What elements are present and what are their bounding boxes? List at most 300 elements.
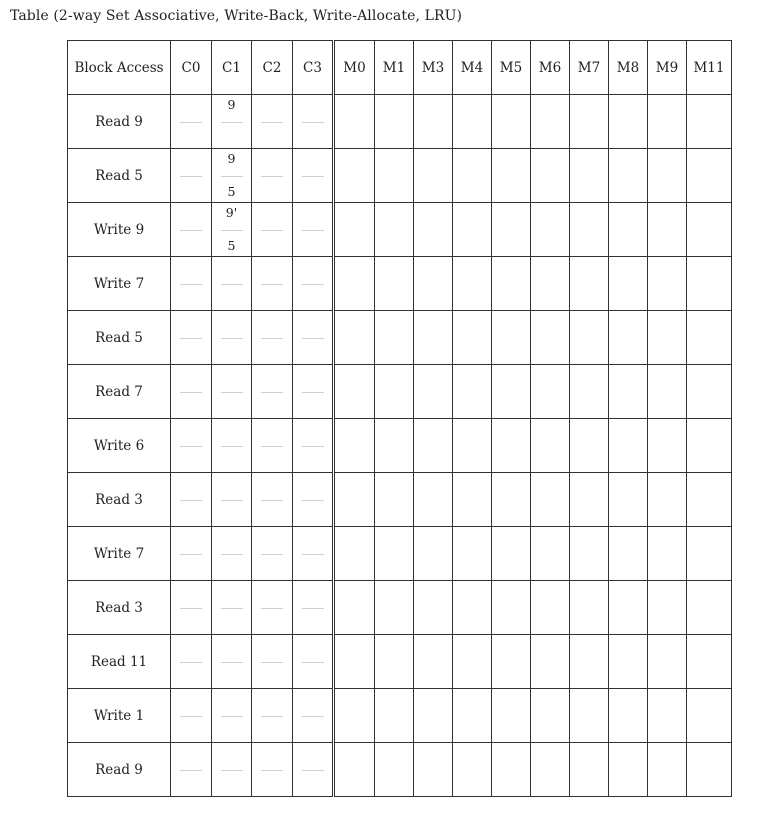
way-divider bbox=[180, 608, 202, 609]
memory-cell bbox=[375, 527, 414, 581]
cache-cell bbox=[252, 635, 293, 689]
cache-cell bbox=[171, 473, 212, 527]
cache-cell bbox=[171, 95, 212, 149]
memory-cell bbox=[334, 203, 375, 257]
cache-cell-ways bbox=[212, 743, 251, 796]
memory-cell bbox=[414, 149, 453, 203]
memory-cell bbox=[334, 257, 375, 311]
memory-cell bbox=[531, 473, 570, 527]
cache-cell-ways bbox=[252, 149, 292, 202]
cache-cell bbox=[252, 527, 293, 581]
table-row bbox=[68, 419, 732, 473]
way-divider bbox=[180, 176, 202, 177]
access-label: Read 3 bbox=[68, 473, 171, 527]
cache-cell bbox=[171, 527, 212, 581]
access-label: Write 7 bbox=[68, 527, 171, 581]
memory-cell bbox=[414, 365, 453, 419]
memory-cell bbox=[570, 581, 609, 635]
memory-cell bbox=[334, 365, 375, 419]
cache-cell bbox=[212, 581, 252, 635]
header-memory-col: M6 bbox=[531, 41, 570, 95]
memory-cell bbox=[648, 203, 687, 257]
way-divider bbox=[302, 176, 324, 177]
memory-cell bbox=[453, 419, 492, 473]
cache-cell bbox=[293, 149, 334, 203]
way-divider bbox=[180, 338, 202, 339]
memory-cell bbox=[687, 743, 732, 797]
header-cache-col: C2 bbox=[252, 41, 293, 95]
cache-cell bbox=[293, 635, 334, 689]
way-divider bbox=[261, 716, 283, 717]
way-divider bbox=[221, 338, 243, 339]
cache-cell-ways bbox=[293, 95, 332, 148]
header-cache-col: C1 bbox=[212, 41, 252, 95]
memory-cell bbox=[492, 365, 531, 419]
cache-cell-ways bbox=[171, 257, 211, 310]
cache-cell-ways bbox=[212, 311, 251, 364]
memory-cell bbox=[414, 419, 453, 473]
way-divider bbox=[180, 554, 202, 555]
table-row bbox=[68, 527, 732, 581]
cache-cell bbox=[252, 311, 293, 365]
memory-cell bbox=[687, 365, 732, 419]
memory-cell bbox=[648, 581, 687, 635]
table-row bbox=[68, 473, 732, 527]
memory-cell bbox=[334, 635, 375, 689]
cache-trace-table bbox=[67, 40, 732, 797]
memory-cell bbox=[334, 527, 375, 581]
way-divider bbox=[221, 554, 243, 555]
cache-cell bbox=[293, 203, 334, 257]
way-divider bbox=[180, 770, 202, 771]
memory-cell bbox=[648, 365, 687, 419]
cache-way-1-value: 5 bbox=[227, 238, 236, 253]
memory-cell bbox=[570, 743, 609, 797]
way-divider bbox=[180, 716, 202, 717]
table-row bbox=[68, 149, 732, 203]
access-label: Read 9 bbox=[68, 743, 171, 797]
access-label: Read 3 bbox=[68, 581, 171, 635]
access-label: Write 9 bbox=[68, 203, 171, 257]
cache-cell-ways bbox=[212, 635, 251, 688]
memory-cell bbox=[453, 311, 492, 365]
memory-cell bbox=[492, 95, 531, 149]
memory-cell bbox=[687, 635, 732, 689]
cache-cell bbox=[171, 419, 212, 473]
memory-cell bbox=[414, 473, 453, 527]
table-row bbox=[68, 689, 732, 743]
header-memory-col: M9 bbox=[648, 41, 687, 95]
memory-cell bbox=[570, 257, 609, 311]
cache-cell bbox=[212, 311, 252, 365]
memory-cell bbox=[687, 203, 732, 257]
memory-cell bbox=[570, 365, 609, 419]
memory-cell bbox=[687, 95, 732, 149]
memory-cell bbox=[648, 635, 687, 689]
header-memory-col: M8 bbox=[609, 41, 648, 95]
memory-cell bbox=[375, 365, 414, 419]
memory-cell bbox=[570, 149, 609, 203]
access-label: Write 7 bbox=[68, 257, 171, 311]
cache-cell-ways bbox=[252, 689, 292, 742]
memory-cell bbox=[375, 311, 414, 365]
memory-cell bbox=[570, 419, 609, 473]
cache-cell-ways bbox=[293, 419, 332, 472]
memory-cell bbox=[531, 743, 570, 797]
access-label: Write 6 bbox=[68, 419, 171, 473]
cache-cell bbox=[212, 95, 252, 149]
cache-cell bbox=[293, 527, 334, 581]
memory-cell bbox=[570, 527, 609, 581]
memory-cell bbox=[687, 311, 732, 365]
cache-cell bbox=[212, 203, 252, 257]
memory-cell bbox=[334, 689, 375, 743]
header-row bbox=[68, 41, 732, 95]
way-divider bbox=[221, 608, 243, 609]
memory-cell bbox=[453, 203, 492, 257]
cache-cell bbox=[252, 95, 293, 149]
way-divider bbox=[221, 716, 243, 717]
cache-cell-ways bbox=[212, 203, 251, 256]
access-label: Read 11 bbox=[68, 635, 171, 689]
cache-cell bbox=[252, 689, 293, 743]
access-label: Read 7 bbox=[68, 365, 171, 419]
memory-cell bbox=[453, 149, 492, 203]
table-row bbox=[68, 95, 732, 149]
memory-cell bbox=[609, 581, 648, 635]
memory-cell bbox=[609, 311, 648, 365]
cache-cell-ways bbox=[293, 581, 332, 634]
cache-cell bbox=[171, 257, 212, 311]
way-divider bbox=[180, 230, 202, 231]
memory-cell bbox=[414, 257, 453, 311]
memory-cell bbox=[570, 635, 609, 689]
way-divider bbox=[221, 230, 243, 231]
memory-cell bbox=[648, 743, 687, 797]
table-row bbox=[68, 581, 732, 635]
cache-cell-ways bbox=[171, 203, 211, 256]
way-divider bbox=[302, 716, 324, 717]
cache-cell-ways bbox=[212, 527, 251, 580]
way-divider bbox=[261, 500, 283, 501]
cache-cell bbox=[293, 311, 334, 365]
memory-cell bbox=[648, 257, 687, 311]
cache-cell bbox=[171, 689, 212, 743]
way-divider bbox=[261, 608, 283, 609]
cache-cell-ways bbox=[252, 203, 292, 256]
cache-cell-ways bbox=[212, 689, 251, 742]
cache-cell-ways bbox=[171, 473, 211, 526]
cache-cell bbox=[293, 689, 334, 743]
memory-cell bbox=[531, 311, 570, 365]
memory-cell bbox=[609, 95, 648, 149]
memory-cell bbox=[414, 689, 453, 743]
memory-cell bbox=[531, 149, 570, 203]
cache-cell-ways bbox=[293, 635, 332, 688]
header-memory-col: M1 bbox=[375, 41, 414, 95]
memory-cell bbox=[492, 149, 531, 203]
cache-cell-ways bbox=[293, 257, 332, 310]
memory-cell bbox=[414, 95, 453, 149]
cache-cell-ways bbox=[293, 689, 332, 742]
memory-cell bbox=[648, 149, 687, 203]
way-divider bbox=[261, 554, 283, 555]
cache-cell-ways bbox=[293, 149, 332, 202]
memory-cell bbox=[570, 203, 609, 257]
memory-cell bbox=[648, 311, 687, 365]
memory-cell bbox=[687, 527, 732, 581]
way-divider bbox=[221, 446, 243, 447]
cache-cell bbox=[252, 365, 293, 419]
memory-cell bbox=[414, 581, 453, 635]
table-row bbox=[68, 203, 732, 257]
cache-cell-ways bbox=[252, 473, 292, 526]
cache-cell bbox=[293, 95, 334, 149]
header-cache-col: C0 bbox=[171, 41, 212, 95]
way-divider bbox=[221, 122, 243, 123]
memory-cell bbox=[334, 149, 375, 203]
memory-cell bbox=[570, 311, 609, 365]
memory-cell bbox=[492, 743, 531, 797]
table-row bbox=[68, 365, 732, 419]
way-divider bbox=[302, 554, 324, 555]
cache-cell-ways bbox=[171, 635, 211, 688]
cache-cell-ways bbox=[171, 689, 211, 742]
way-divider bbox=[221, 500, 243, 501]
way-divider bbox=[302, 392, 324, 393]
access-label: Write 1 bbox=[68, 689, 171, 743]
cache-cell-ways bbox=[171, 311, 211, 364]
memory-cell bbox=[609, 635, 648, 689]
cache-cell-ways bbox=[212, 365, 251, 418]
cache-cell-ways bbox=[293, 365, 332, 418]
way-divider bbox=[221, 176, 243, 177]
cache-cell bbox=[212, 419, 252, 473]
header-memory-col: M3 bbox=[414, 41, 453, 95]
memory-cell bbox=[531, 527, 570, 581]
way-divider bbox=[302, 338, 324, 339]
memory-cell bbox=[609, 149, 648, 203]
header-block-access: Block Access bbox=[68, 41, 171, 95]
memory-cell bbox=[414, 311, 453, 365]
way-divider bbox=[180, 500, 202, 501]
memory-cell bbox=[375, 257, 414, 311]
memory-cell bbox=[375, 635, 414, 689]
way-divider bbox=[261, 392, 283, 393]
memory-cell bbox=[334, 473, 375, 527]
cache-cell bbox=[293, 419, 334, 473]
cache-cell bbox=[171, 149, 212, 203]
memory-cell bbox=[492, 419, 531, 473]
header-cache-col: C3 bbox=[293, 41, 334, 95]
cache-cell bbox=[252, 257, 293, 311]
cache-cell bbox=[293, 581, 334, 635]
cache-cell-ways bbox=[252, 95, 292, 148]
cache-cell bbox=[212, 527, 252, 581]
cache-cell-ways bbox=[293, 311, 332, 364]
cache-cell-ways bbox=[212, 257, 251, 310]
table-row bbox=[68, 743, 732, 797]
memory-cell bbox=[531, 581, 570, 635]
memory-cell bbox=[375, 419, 414, 473]
way-divider bbox=[261, 284, 283, 285]
way-divider bbox=[302, 500, 324, 501]
cache-cell bbox=[293, 257, 334, 311]
way-divider bbox=[180, 122, 202, 123]
cache-cell-ways bbox=[252, 311, 292, 364]
memory-cell bbox=[492, 473, 531, 527]
memory-cell bbox=[570, 473, 609, 527]
cache-cell-ways bbox=[252, 257, 292, 310]
way-divider bbox=[221, 392, 243, 393]
cache-way-0-value: 9 bbox=[227, 97, 236, 112]
memory-cell bbox=[334, 743, 375, 797]
memory-cell bbox=[531, 689, 570, 743]
memory-cell bbox=[375, 743, 414, 797]
cache-cell-ways bbox=[252, 419, 292, 472]
cache-cell-ways bbox=[171, 527, 211, 580]
way-divider bbox=[221, 284, 243, 285]
memory-cell bbox=[453, 473, 492, 527]
memory-cell bbox=[531, 95, 570, 149]
cache-cell-ways bbox=[293, 473, 332, 526]
cache-way-0-value: 9 bbox=[227, 151, 236, 166]
memory-cell bbox=[375, 203, 414, 257]
memory-cell bbox=[648, 473, 687, 527]
cache-cell bbox=[252, 581, 293, 635]
cache-cell-ways bbox=[212, 419, 251, 472]
cache-cell-ways bbox=[293, 743, 332, 796]
cache-cell bbox=[212, 743, 252, 797]
cache-cell bbox=[212, 689, 252, 743]
cache-cell bbox=[171, 365, 212, 419]
cache-cell-ways bbox=[293, 203, 332, 256]
memory-cell bbox=[453, 743, 492, 797]
header-memory-col: M4 bbox=[453, 41, 492, 95]
memory-cell bbox=[453, 95, 492, 149]
cache-cell-ways bbox=[171, 743, 211, 796]
cache-cell bbox=[212, 365, 252, 419]
cache-cell bbox=[212, 149, 252, 203]
way-divider bbox=[221, 662, 243, 663]
cache-cell bbox=[252, 743, 293, 797]
memory-cell bbox=[531, 203, 570, 257]
memory-cell bbox=[492, 581, 531, 635]
memory-cell bbox=[609, 527, 648, 581]
access-label: Read 5 bbox=[68, 149, 171, 203]
cache-cell-ways bbox=[293, 527, 332, 580]
memory-cell bbox=[687, 473, 732, 527]
cache-cell-ways bbox=[212, 581, 251, 634]
access-label: Read 5 bbox=[68, 311, 171, 365]
cache-cell bbox=[212, 473, 252, 527]
memory-cell bbox=[492, 203, 531, 257]
memory-cell bbox=[453, 365, 492, 419]
memory-cell bbox=[375, 95, 414, 149]
memory-cell bbox=[492, 311, 531, 365]
memory-cell bbox=[648, 95, 687, 149]
cache-cell bbox=[252, 473, 293, 527]
way-divider bbox=[302, 122, 324, 123]
memory-cell bbox=[453, 635, 492, 689]
cache-cell bbox=[171, 743, 212, 797]
memory-cell bbox=[570, 95, 609, 149]
cache-cell-ways bbox=[212, 95, 251, 148]
memory-cell bbox=[609, 473, 648, 527]
memory-cell bbox=[609, 257, 648, 311]
cache-cell-ways bbox=[171, 365, 211, 418]
memory-cell bbox=[453, 257, 492, 311]
way-divider bbox=[180, 662, 202, 663]
memory-cell bbox=[648, 527, 687, 581]
table-caption: Table (2-way Set Associative, Write-Back, Write-Allocate, LRU) bbox=[10, 8, 463, 24]
way-divider bbox=[180, 392, 202, 393]
memory-cell bbox=[531, 365, 570, 419]
memory-cell bbox=[414, 743, 453, 797]
memory-cell bbox=[334, 311, 375, 365]
memory-cell bbox=[609, 689, 648, 743]
access-label: Read 9 bbox=[68, 95, 171, 149]
memory-cell bbox=[492, 635, 531, 689]
memory-cell bbox=[375, 581, 414, 635]
way-divider bbox=[302, 230, 324, 231]
header-memory-col: M7 bbox=[570, 41, 609, 95]
cache-cell-ways bbox=[171, 581, 211, 634]
cache-cell-ways bbox=[212, 149, 251, 202]
memory-cell bbox=[453, 689, 492, 743]
way-divider bbox=[302, 446, 324, 447]
memory-cell bbox=[375, 149, 414, 203]
memory-cell bbox=[609, 743, 648, 797]
way-divider bbox=[261, 338, 283, 339]
memory-cell bbox=[531, 257, 570, 311]
cache-cell bbox=[293, 743, 334, 797]
memory-cell bbox=[334, 95, 375, 149]
cache-cell bbox=[252, 149, 293, 203]
memory-cell bbox=[375, 473, 414, 527]
memory-cell bbox=[648, 689, 687, 743]
way-divider bbox=[302, 284, 324, 285]
memory-cell bbox=[648, 419, 687, 473]
cache-cell bbox=[171, 311, 212, 365]
cache-cell bbox=[171, 635, 212, 689]
cache-cell-ways bbox=[252, 635, 292, 688]
cache-cell-ways bbox=[171, 419, 211, 472]
cache-cell-ways bbox=[252, 581, 292, 634]
way-divider bbox=[180, 446, 202, 447]
table-row bbox=[68, 311, 732, 365]
way-divider bbox=[261, 122, 283, 123]
memory-cell bbox=[375, 689, 414, 743]
cache-cell-ways bbox=[171, 149, 211, 202]
cache-cell bbox=[212, 257, 252, 311]
header-memory-col: M0 bbox=[334, 41, 375, 95]
memory-cell bbox=[334, 581, 375, 635]
memory-cell bbox=[609, 203, 648, 257]
cache-way-1-value: 5 bbox=[227, 184, 236, 199]
memory-cell bbox=[414, 203, 453, 257]
cache-cell bbox=[252, 203, 293, 257]
memory-cell bbox=[687, 419, 732, 473]
memory-cell bbox=[687, 689, 732, 743]
cache-cell bbox=[293, 473, 334, 527]
memory-cell bbox=[687, 581, 732, 635]
cache-cell-ways bbox=[212, 473, 251, 526]
cache-cell bbox=[171, 203, 212, 257]
cache-cell bbox=[212, 635, 252, 689]
way-divider bbox=[302, 608, 324, 609]
way-divider bbox=[302, 770, 324, 771]
